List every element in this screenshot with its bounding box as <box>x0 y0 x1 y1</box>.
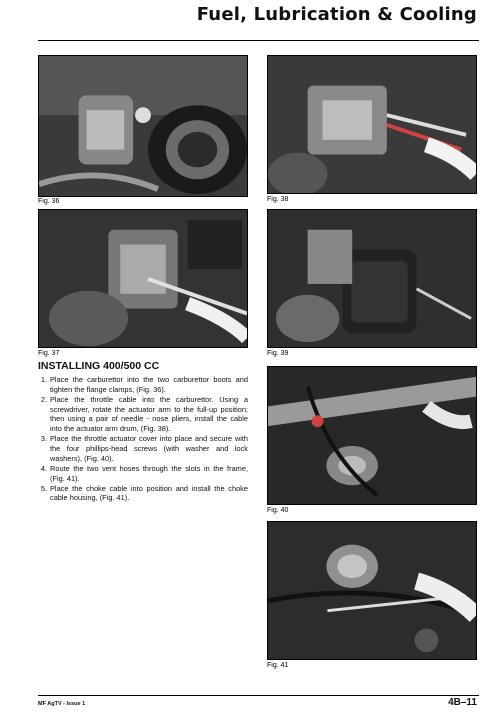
step-number: 4. <box>40 463 47 473</box>
figure-39-caption: Fig. 39 <box>267 350 289 357</box>
step-item <box>38 375 248 394</box>
header-rule <box>38 40 479 41</box>
installation-steps <box>38 375 248 504</box>
footer-issue: MF AgTV - Issue 1 <box>38 701 86 707</box>
figure-37-photo <box>38 209 248 348</box>
figure-36-photo <box>38 55 248 197</box>
step-number: 1. <box>40 375 47 384</box>
step-text: Place the carburettor into the two carburettor boots and tighten the flange clamps, (Fig. 36). <box>50 375 248 394</box>
figure-36-caption: Fig. 36 <box>38 198 60 205</box>
page-title: Fuel, Lubrication & Cooling <box>196 4 477 25</box>
step-text: Place the choke cable into position and install the choke cable housing, (Fig. 41). <box>50 483 248 503</box>
step-item <box>38 434 248 463</box>
step-item <box>38 395 248 434</box>
figure-40-caption: Fig. 40 <box>267 507 289 514</box>
step-item <box>38 484 248 503</box>
step-number: 2. <box>40 394 47 404</box>
step-item <box>38 464 248 483</box>
figure-38-caption: Fig. 38 <box>267 196 289 203</box>
figure-39-photo <box>267 209 477 348</box>
figure-37-caption: Fig. 37 <box>38 350 60 357</box>
figure-38-photo <box>267 55 477 194</box>
step-text: Place the throttle cable into the carburettor. Using a screwdriver, rotate the actuator arm to the full-up position; then using a pair of needle - nose pliers, install the cable into the actuator arm drum, (Fig. 38). <box>50 394 248 434</box>
figure-41-caption: Fig. 41 <box>267 662 289 669</box>
step-text: Route the two vent hoses through the slots in the frame, (Fig. 41). <box>50 463 248 483</box>
step-number: 3. <box>40 434 47 444</box>
footer-rule <box>38 695 479 696</box>
figure-40-photo <box>267 366 477 505</box>
section-heading: INSTALLING 400/500 CC <box>38 360 160 372</box>
step-number: 5. <box>40 483 47 493</box>
page-number: 4B–11 <box>448 697 477 708</box>
figure-41-photo <box>267 521 477 660</box>
step-text: Place the throttle actuator cover into place and secure with the four phillips-head screws (with washer and lock washers), (Fig. 40). <box>50 434 248 463</box>
